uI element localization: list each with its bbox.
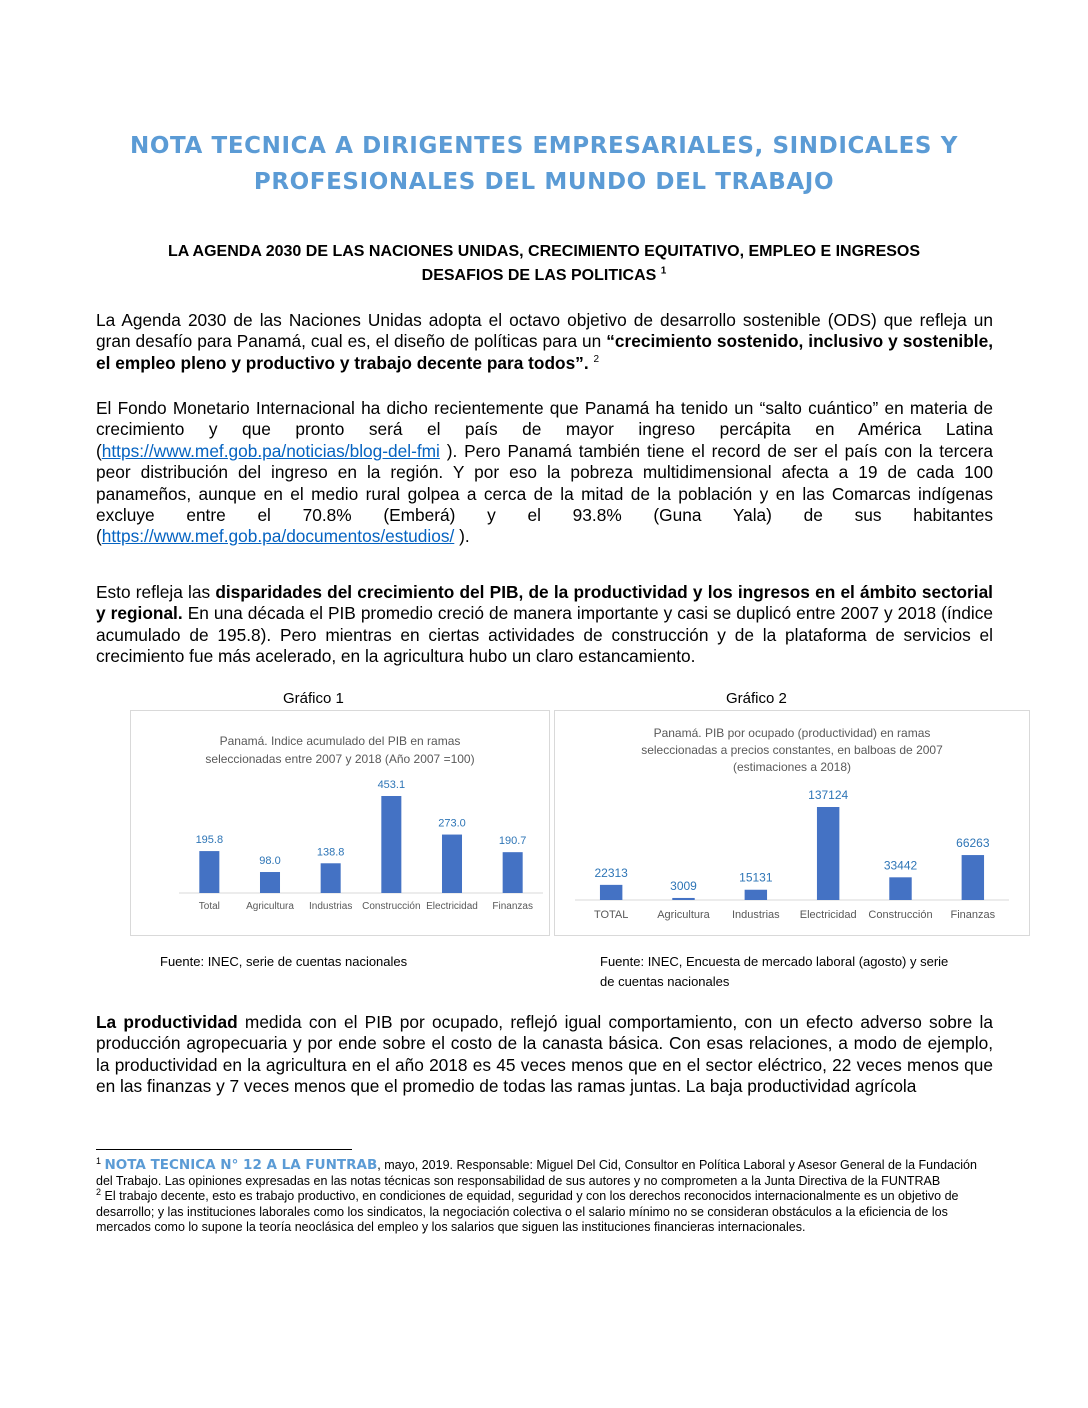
chart-1-bar-agricultura: [260, 872, 280, 893]
paragraph-disparidades: [96, 582, 993, 668]
footnote-2-number: 2: [96, 1186, 102, 1197]
chart-1-data-label: 453.1: [377, 779, 406, 791]
footnote-1-link[interactable]: NOTA TECNICA N° 12 A LA FUNTRAB: [104, 1157, 378, 1173]
chart-2-category-label: Finanzas: [950, 909, 996, 921]
paragraph-fmi: [96, 398, 993, 548]
footnote-divider: [96, 1149, 352, 1150]
chart-2-category-label: TOTAL: [593, 909, 629, 921]
footnote-2-text: El trabajo decente, esto es trabajo productivo, en condiciones de equidad, seguridad y con los derechos reconocidos internacionalmente es un objetivo de desarrollo; y las instituciones laborales como los sindicatos, la negociación colectiva o el salario mínimo no se consideran obstáculos a la eficiencia de los mercados como lo supone la teoría neoclásica del empleo y los salarios que siguen las instituciones financieras internacionales.: [96, 1189, 959, 1234]
chart-1-category-label: Finanzas: [492, 901, 533, 912]
chart-1-category-label: Agricultura: [246, 901, 294, 912]
figure-2-source-line-1: Fuente: INEC, Encuesta de mercado laboral (agosto) y serie: [600, 954, 949, 969]
chart-1-title-line-2: seleccionadas entre 2007 y 2018 (Año 2007 =100): [205, 752, 475, 766]
figure-1-label: Gráfico 1: [283, 690, 344, 707]
p1-bold: “crecimiento sostenido, inclusivo y sostenible, el empleo pleno y productivo y trabajo decente para todos”.: [96, 331, 994, 373]
section-subtitle: [96, 240, 992, 288]
subtitle-line-2-text: DESAFIOS DE LAS POLITICAS: [421, 267, 657, 284]
chart-2-category-label: Industrias: [731, 909, 780, 921]
subtitle-line-2: [96, 264, 992, 288]
chart-1-category-label: Construcción: [362, 901, 421, 912]
chart-1-bar-industrias: [321, 863, 341, 893]
p2-text-a: El Fondo Monetario Internacional ha dicho recientemente que Panamá ha tenido un “salto cuántico” en materia de crecimiento y que pronto será el país de mayor ingreso percápita en América Latina (: [96, 398, 993, 461]
subtitle-line-1: LA AGENDA 2030 DE LAS NACIONES UNIDAS, CRECIMIENTO EQUITATIVO, EMPLEO E INGRESOS: [167, 243, 921, 260]
chart-1-bar-electricidad: [442, 835, 462, 893]
chart-1-bar-construcci-n: [381, 796, 401, 893]
p2-text-b: ). Pero Panamá también tiene el record de ser el país con la tercera peor distribución del ingreso en la región. Y por eso la pobreza multidimensional afecta a 19 de cada 100 panameños, aunque en el medio rural golpea a cerca de la mitad de la población y en las Comarcas indígenas excluye entre el 70.8% (Emberá) y el 93.8% (Guna Yala) de sus habitantes (: [96, 440, 993, 547]
chart-1-data-label: 98.0: [259, 855, 281, 868]
p3-text-a: Esto refleja las: [96, 582, 216, 602]
p3-text-b: En una década el PIB promedio creció de manera importante y casi se duplicó entre 2007 y 2018 (índice acumulado de 195.8). Pero mientras en ciertas actividades de construcción y de la plataforma de servicios el crecimiento fue más acelerado, en la agricultura hubo un claro estancamiento.: [96, 603, 993, 667]
chart-2-data-label: 3009: [670, 878, 697, 893]
chart-2-data-label: 66263: [956, 836, 990, 851]
paragraph-agenda-2030: [96, 310, 993, 374]
p4-text: medida con el PIB por ocupado, reflejó igual comportamiento, con un efecto adverso sobre la producción agropecuaria y por ende sobre el costo de la canasta básica. Con esas relaciones, a modo de ejemplo, la productividad en la agricultura en el año 2018 es 45 veces menos que en el sector eléctrico, 22 veces menos que en las finanzas y 7 veces menos que el promedio de todas las ramas juntas. La baja productividad agrícola: [96, 1012, 993, 1097]
chart-2-category-label: Agricultura: [657, 909, 710, 921]
chart-2-bar-total: [600, 885, 622, 900]
p4-bold: La productividad: [96, 1012, 238, 1032]
chart-1-bar-total: [199, 851, 219, 893]
chart-2-title-line-1: Panamá. PIB por ocupado (productividad) en ramas: [653, 726, 931, 740]
chart-1-category-label: Industrias: [308, 901, 353, 912]
footnote-1: [96, 1155, 993, 1189]
footnote-ref-1[interactable]: 1: [660, 265, 667, 277]
chart-2-category-label: Electricidad: [799, 909, 857, 921]
p3-bold: disparidades del crecimiento del PIB, de la productividad y los ingresos en el ámbito sectorial y regional.: [96, 582, 993, 624]
p1-text: La Agenda 2030 de las Naciones Unidas adopta el octavo objetivo de desarrollo sostenible (ODS) que refleja un gran desafío para Panamá, cual es, el diseño de políticas para un: [96, 310, 993, 352]
figure-2-label: Gráfico 2: [726, 690, 787, 707]
chart-1-data-label: 195.8: [195, 834, 224, 847]
chart-1-data-label: 190.7: [498, 835, 527, 848]
title-line-1: NOTA TECNICA A DIRIGENTES EMPRESARIALES, SINDICALES Y: [130, 133, 958, 159]
chart-1-data-label: 138.8: [316, 846, 345, 859]
footnote-1-number: 1: [96, 1155, 102, 1166]
chart-2-title-line-2: seleccionadas a precios constantes, en balboas de 2007: [641, 743, 943, 757]
chart-1-data-label: 273.0: [438, 817, 466, 830]
chart-2-title-line-3: (estimaciones a 2018): [732, 760, 852, 774]
footnote-ref-2[interactable]: 2: [593, 354, 599, 366]
chart-1-title-line-1: Panamá. Indice acumulado del PIB en ramas: [219, 734, 461, 748]
chart-2-data-label: 33442: [883, 858, 918, 873]
chart-2-data-label: 137124: [808, 788, 849, 802]
footnotes: [96, 1155, 993, 1236]
mef-blog-link[interactable]: https://www.mef.gob.pa/noticias/blog-del-fmi: [101, 440, 440, 461]
chart-2-bar-industrias: [745, 890, 767, 900]
footnote-1-text: , mayo, 2019. Responsable: Miguel Del Cid, Consultor en Política Laboral y Asesor General de la Fundación del Trabajo. Las opiniones expresadas en las notas técnicas son responsabilidad de sus autores y no comprometen a la Junta Directiva de la FUNTRAB: [96, 1158, 977, 1188]
chart-1-svg: [131, 711, 549, 935]
chart-2-container: [554, 710, 1030, 936]
p2-text-c: ).: [454, 526, 470, 547]
chart-1-bar-finanzas: [503, 852, 523, 893]
chart-2-data-label: 15131: [739, 870, 773, 885]
chart-2-svg: [555, 711, 1029, 935]
chart-1-category-label: Total: [198, 901, 220, 912]
chart-2-bar-agricultura: [672, 898, 694, 900]
mef-estudios-link[interactable]: https://www.mef.gob.pa/documentos/estudios/: [101, 526, 455, 547]
figure-2-source-line-2: de cuentas nacionales: [600, 974, 730, 989]
chart-2-category-label: Construcción: [868, 909, 933, 921]
chart-2-bar-electricidad: [817, 807, 839, 900]
paragraph-productividad: [96, 1012, 993, 1098]
chart-1-category-label: Electricidad: [426, 901, 478, 912]
chart-2-data-label: 22313: [594, 865, 628, 880]
document-title: [60, 128, 1028, 200]
chart-1-container: [130, 710, 550, 936]
figure-2-source: [600, 952, 948, 992]
title-line-2: PROFESIONALES DEL MUNDO DEL TRABAJO: [253, 169, 835, 195]
figure-1-source: Fuente: INEC, serie de cuentas nacionales: [160, 954, 408, 969]
chart-2-bar-construcci-n: [889, 877, 911, 900]
footnote-2: [96, 1186, 993, 1236]
chart-2-bar-finanzas: [962, 855, 984, 900]
